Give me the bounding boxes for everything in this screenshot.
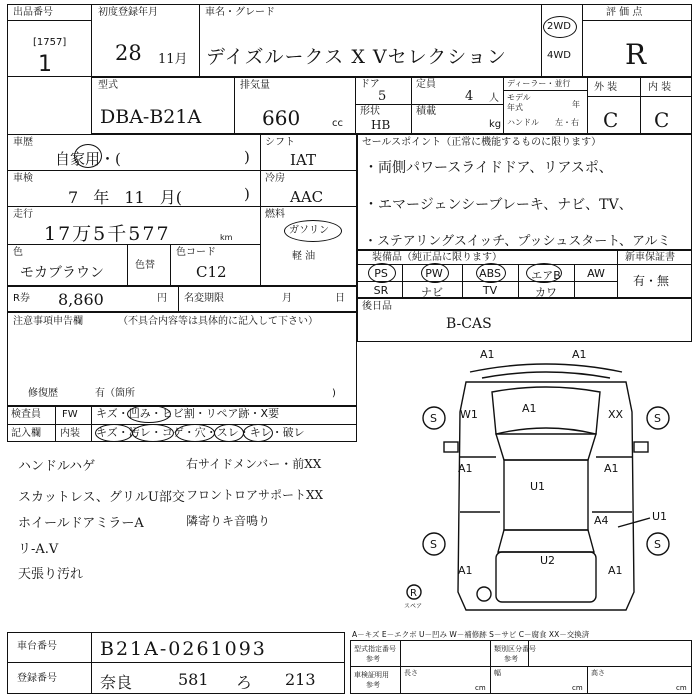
mark-top-right: A1 [572,348,587,361]
usage-label: 車歴 [13,137,33,148]
cert-ref: 参考 [366,681,380,689]
fw-items: キズ・凹み・ヒビ割・リペア跡・X要 [96,407,280,420]
tire-fl: S [430,412,437,425]
cert-label: 車検証明用 [354,671,389,679]
mark-circle-4 [175,424,215,442]
color-value: モカブラウン [20,265,104,281]
first-reg-month: 11月 [158,52,188,67]
repair-value: 有（箇所 [95,388,135,399]
capacity-unit: 人 [489,93,499,104]
handle-label: ハンドル [507,118,539,127]
hei-unit: cm [676,684,687,692]
model-label: 型式 [98,80,118,91]
recycle-unit: 円 [157,293,167,304]
doors-label: ドア [360,79,380,90]
form-a-label: 型式指定番号 [354,645,396,653]
mark-u1-right: U1 [652,510,668,523]
displacement-unit: cc [332,118,343,129]
warranty-label: 新車保証書 [625,252,675,263]
wid-label: 幅 [494,669,501,677]
warranty-options: 有・無 [633,274,670,288]
lot-label: 出品番号 [13,7,53,18]
tire-rr: S [654,538,661,551]
mark-a4: A4 [594,514,609,527]
mark-circle-3 [132,424,174,442]
after-label: 後日品 [362,301,392,312]
ac-value: AAC [290,188,324,206]
inspection-label: 車検 [13,173,33,184]
mark-left-front: A1 [458,462,473,475]
mark-rear: U2 [540,554,556,567]
form-a-ref: 参考 [366,655,380,663]
first-reg-label: 初度登録年月 [98,7,158,18]
sales-line2: ・エマージェンシーブレーキ、ナビ、TV、 [364,197,633,213]
usage-value: 自家用・( [55,150,121,168]
mileage-label: 走行 [13,209,33,220]
deadline-month: 月 [282,293,292,304]
color-code-label: 色コード [176,247,216,258]
equipment-label: 装備品（純正品に限ります） [372,252,502,263]
len-label: 長さ [404,669,418,677]
fuel-gas: ガソリン [289,225,329,236]
shift-label: シフト [265,137,295,148]
note-line-5: 天張り汚れ [18,567,84,582]
body-label: 形状 [360,106,380,117]
deadline-label: 名変期限 [184,293,224,304]
fw-label: FW [62,409,78,420]
equip-navi: ナビ [421,286,443,299]
equip-abs: ABS [479,267,501,280]
mark-w1: W1 [460,408,478,421]
chassis-value: B21A-0261093 [100,638,267,660]
usage-close: ) [244,148,250,166]
plate-class: 581 [178,670,209,689]
len-unit: cm [475,684,486,692]
doors-value: 5 [378,89,387,104]
equip-leather: カワ [535,286,557,299]
exterior-label: 外 装 [594,82,618,93]
plate-label: 登録番号 [17,673,57,684]
inspection-close: ) [244,185,250,203]
equip-aw: AW [587,267,605,280]
equip-sr: SR [373,284,389,297]
inspector-label: 検査員 [11,409,41,420]
sales-line3: ・ステアリングスイッチ、プッシュスタート、アルミ [364,234,671,249]
notes-hint: （不具合内容等は具体的に記入して下さい） [118,316,318,327]
load-label: 積載 [416,106,436,117]
legend-text: A－キズ E－エクボ U－凹み W－補修跡 S－サビ C－腐食 XX－交換済 [352,630,590,639]
notes-label: 注意事項申告欄 [13,316,83,327]
usage-circle [74,144,102,168]
mark-circle-2 [95,424,133,442]
note-line-2: スカットレス、グリルU部交 [18,490,185,505]
int-label: 内装 [60,428,80,439]
model-year-label: モデル [507,93,531,102]
note-right-3: 隣寄りキ音鳴り [186,514,271,528]
fuel-label: 燃料 [265,209,285,220]
color-code-value: C12 [196,263,227,281]
color-label: 色 [13,247,23,258]
equip-pw-circle [421,263,449,283]
deadline-day: 日 [335,293,345,304]
mark-circle-5 [214,424,244,442]
mileage-unit: km [220,233,233,242]
inspection-value: 7 年 11 月( [68,188,183,207]
equip-abs-circle [476,263,506,283]
spare-r: R [410,588,417,599]
entry-label: 記入欄 [11,428,41,439]
model-value: DBA-B21A [100,106,202,128]
spare-label: スペア [404,603,423,610]
capacity-label: 定員 [416,79,436,90]
fuel-diesel: 軽 油 [292,251,316,262]
sales-line1: ・両側パワースライドドア、リアスポ、 [364,160,613,176]
mark-roof: U1 [530,480,546,493]
mark-circle-6 [243,424,273,442]
body-value: HB [371,118,391,132]
wid-unit: cm [572,684,583,692]
color-change-label: 色替 [135,260,155,271]
mark-left-rear: A1 [458,564,473,577]
recycle-amount: 8,860 [58,290,104,309]
equip-airbag-circle [526,263,562,283]
drive-4wd: 4WD [547,50,571,61]
equip-ps-circle [368,263,396,283]
displacement-label: 排気量 [240,80,270,91]
drive-2wd: 2WD [547,21,571,32]
after-value: B-CAS [446,316,492,332]
form-b-ref: 参考 [504,655,518,663]
note-right-2: フロントロアサポートXX [186,488,324,502]
mark-top-left: A1 [480,348,495,361]
plate-kana: ろ [236,673,253,692]
form-b-label: 類別区分番号 [494,645,536,653]
mark-right-front: A1 [604,462,619,475]
name-grade-label: 車名・グレード [205,7,275,18]
mark-right-rear: A1 [608,564,623,577]
int-items: キズ・汚レ・コゲ・穴・スレ・キレ・破レ [96,426,305,439]
first-reg-year: 28 [115,41,142,65]
dealer-label: ディーラー・並行 [507,79,571,88]
interior-label: 内 装 [648,82,672,93]
interior-grade: C [654,108,670,132]
model-year-sub: 年式 [507,103,523,112]
capacity-value: 4 [465,89,474,104]
score-label: 評 価 点 [606,7,643,18]
note-line-4: リ-A.V [18,542,59,557]
lot-number: 1 [38,52,52,77]
year-unit: 年 [572,100,580,109]
mark-xx: XX [608,408,624,421]
recycle-label: R券 [13,293,30,304]
score-value: R [625,38,647,71]
plate-num: 213 [285,670,316,689]
exterior-grade: C [603,108,619,132]
equip-airbag: エアB [531,269,561,282]
equip-pw: PW [425,267,443,280]
hei-label: 高さ [591,669,605,677]
shift-value: IAT [290,151,316,169]
note-right-1: 右サイドメンバー・前XX [186,457,322,471]
note-line-3: ホイールドアミラーA [18,516,144,531]
handle-options: 左・右 [555,118,579,127]
load-unit: kg [489,119,502,130]
lot-small: [1757] [33,37,67,48]
car-damage-diagram [400,342,692,630]
name-grade: デイズルークス X Vセレクション [206,46,507,68]
note-line-1: ハンドルハゲ [18,459,96,474]
chassis-label: 車台番号 [17,641,57,652]
plate-city: 奈良 [100,673,133,692]
tire-rl: S [430,538,437,551]
tire-fr: S [654,412,661,425]
after-block [357,298,692,342]
sales-label: セールスポイント（正常に機能するものに限ります） [362,137,602,148]
displacement-value: 660 [262,106,301,130]
equip-tv: TV [482,284,498,297]
mileage-value: 17万5千577 [44,223,171,245]
mark-circle-1 [127,405,171,423]
repair-label: 修復歴 [28,388,58,399]
repair-close: ) [332,388,336,399]
ac-label: 冷房 [265,173,285,184]
equip-ps: PS [374,267,388,280]
mark-hood: A1 [522,402,537,415]
